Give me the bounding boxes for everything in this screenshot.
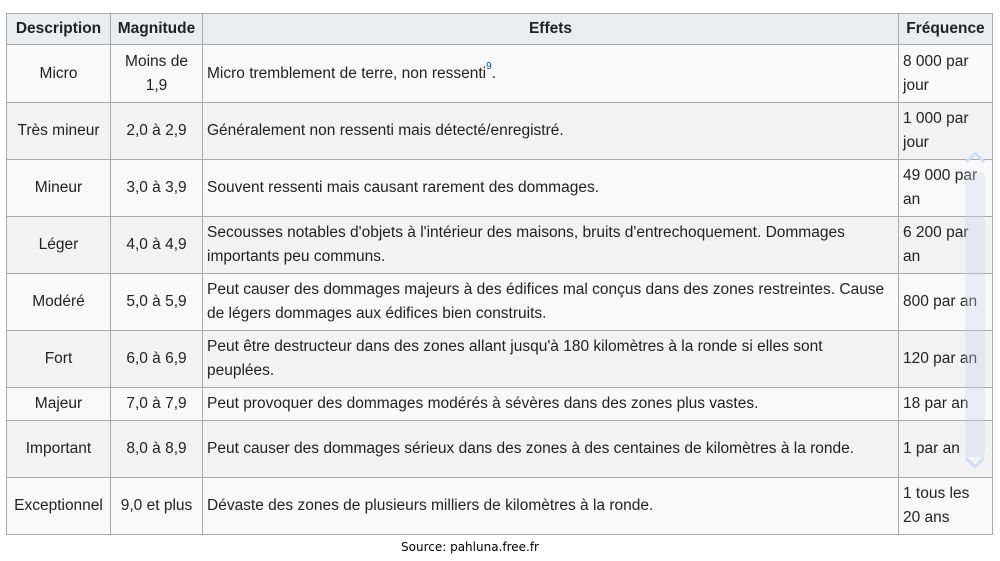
row-magnitude: 4,0 à 4,9: [111, 217, 203, 274]
table-row: [7, 160, 993, 217]
row-frequence: 18 par an: [899, 388, 993, 421]
magnitude-table-container: [6, 13, 992, 535]
row-magnitude: 9,0 et plus: [111, 478, 203, 535]
row-magnitude: 2,0 à 2,9: [111, 103, 203, 160]
row-description: Modéré: [7, 274, 111, 331]
table-row: [7, 103, 993, 160]
row-magnitude: 8,0 à 8,9: [111, 421, 203, 478]
table-row: [7, 217, 993, 274]
row-frequence: 800 par an: [899, 274, 993, 331]
header-description: Description: [7, 14, 111, 45]
row-description: Micro: [7, 45, 111, 103]
row-frequence: 1 000 par jour: [899, 103, 993, 160]
footnote-link[interactable]: 9: [486, 61, 492, 73]
row-effets: Secousses notables d'objets à l'intérieur des maisons, bruits d'entrechoquement. Dommages importants peu communs.: [203, 217, 899, 274]
chevron-down-icon[interactable]: [964, 456, 986, 470]
row-effets: Généralement non ressenti mais détecté/enregistré.: [203, 103, 899, 160]
row-effets: Souvent ressenti mais causant rarement des dommages.: [203, 160, 899, 217]
magnitude-table: [6, 13, 993, 535]
row-frequence: 1 tous les 20 ans: [899, 478, 993, 535]
row-description: Fort: [7, 331, 111, 388]
row-description: Léger: [7, 217, 111, 274]
row-effets-suffix: .: [491, 64, 496, 82]
chevron-up-icon[interactable]: [964, 150, 986, 164]
row-description: Majeur: [7, 388, 111, 421]
table-row: [7, 45, 993, 103]
header-effets: Effets: [203, 14, 899, 45]
row-magnitude: 6,0 à 6,9: [111, 331, 203, 388]
row-effets-text: Micro tremblement de terre, non ressenti: [207, 64, 487, 82]
row-frequence: 120 par an: [899, 331, 993, 388]
header-frequence: Fréquence: [899, 14, 993, 45]
table-row: [7, 331, 993, 388]
row-frequence: 1 par an: [899, 421, 993, 478]
table-row: [7, 421, 993, 478]
row-frequence: 6 200 par an: [899, 217, 993, 274]
scrollbar-thumb[interactable]: [965, 172, 985, 457]
row-effets: Peut causer des dommages majeurs à des édifices mal conçus dans des zones restreintes. Cause de légers dommages aux édifices bien construits.: [203, 274, 899, 331]
table-row: [7, 274, 993, 331]
table-body: [7, 45, 993, 535]
row-effets: Dévaste des zones de plusieurs milliers de kilomètres à la ronde.: [203, 478, 899, 535]
row-description: Important: [7, 421, 111, 478]
row-description: Très mineur: [7, 103, 111, 160]
row-effets: Peut être destructeur dans des zones allant jusqu'à 180 kilomètres à la ronde si elles sont peuplées.: [203, 331, 899, 388]
row-effets: Peut causer des dommages sérieux dans des zones à des centaines de kilomètres à la ronde.: [203, 421, 899, 478]
source-caption: Source: pahluna.free.fr: [401, 540, 539, 554]
table-row: [7, 478, 993, 535]
row-effets: Peut provoquer des dommages modérés à sévères dans des zones plus vastes.: [203, 388, 899, 421]
row-frequence: 8 000 par jour: [899, 45, 993, 103]
row-frequence: 49 000 par an: [899, 160, 993, 217]
table-header-row: [7, 14, 993, 45]
row-magnitude: 7,0 à 7,9: [111, 388, 203, 421]
row-description: Mineur: [7, 160, 111, 217]
header-magnitude: Magnitude: [111, 14, 203, 45]
row-magnitude: 3,0 à 3,9: [111, 160, 203, 217]
table-row: [7, 388, 993, 421]
row-effets: [203, 45, 899, 103]
scrollbar[interactable]: [962, 150, 988, 480]
row-magnitude: 5,0 à 5,9: [111, 274, 203, 331]
row-description: Exceptionnel: [7, 478, 111, 535]
row-magnitude: Moins de 1,9: [111, 45, 203, 103]
